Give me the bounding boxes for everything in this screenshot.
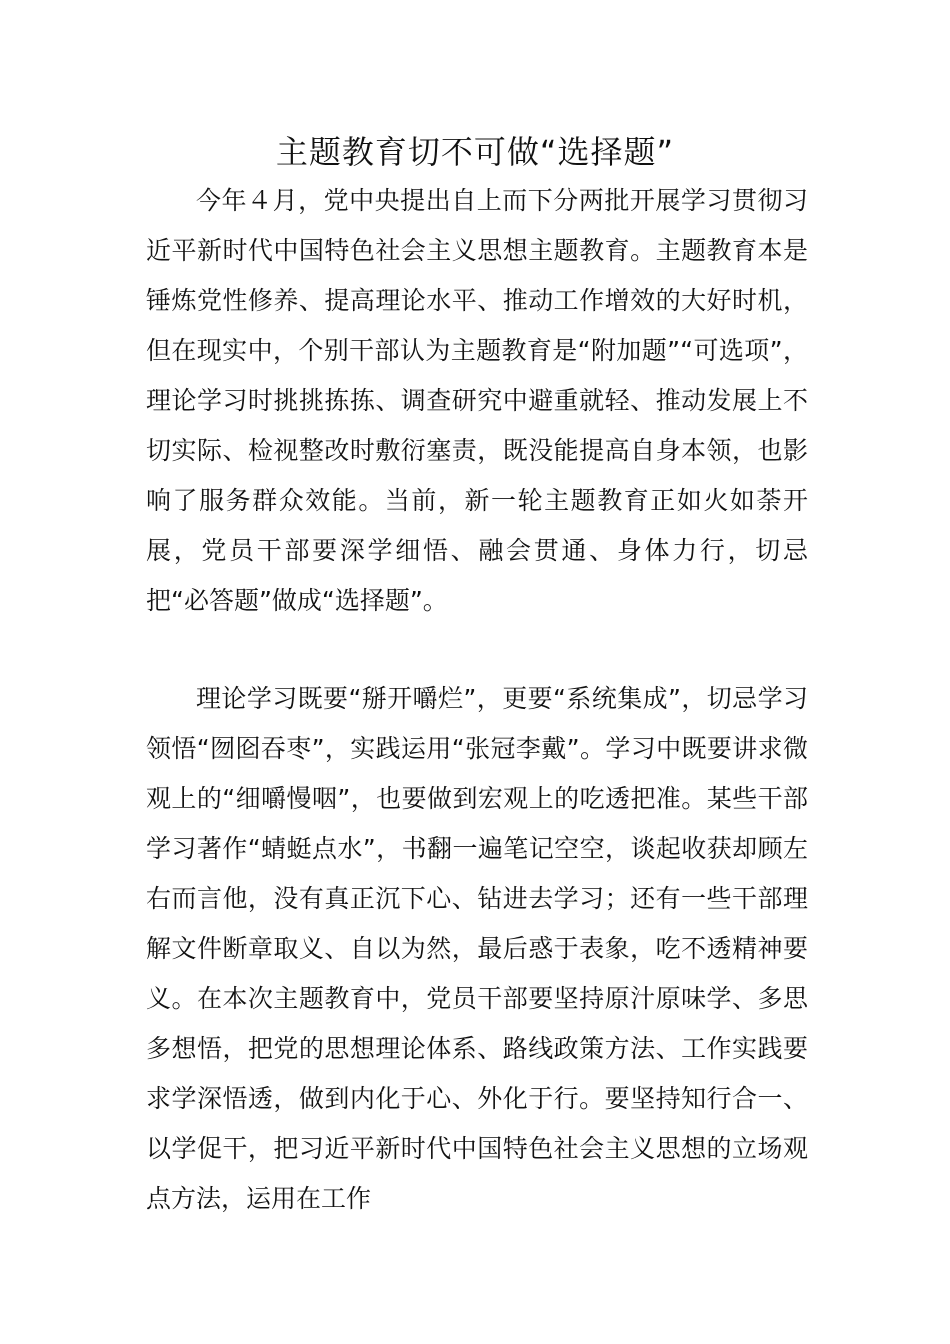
paragraph-2: 理论学习既要“掰开嚼烂”，更要“系统集成”，切忌学习领悟“囫囵吞枣”，实践运用“张冠李戴”。学习中既要讲求微观上的“细嚼慢咽”，也要做到宏观上的吃透把准。某些干部学习著作“蜻蜓点水”，书翻一遍笔记空空，谈起收获却顾左右而言他，没有真正沉下心、钻进去学习；还有一些干部理解文件断章取义、自以为然，最后惑于表象，吃不透精神要义。在本次主题教育中，党员干部要坚持原汁原味学、多思多想悟，把党的思想理论体系、路线政策方法、工作实践要求学深悟透，做到内化于心、外化于行。要坚持知行合一、以学促干，把习近平新时代中国特色社会主义思想的立场观点方法，运用在工作 <box>146 684 808 1213</box>
document-title: 主题教育切不可做“选择题” <box>275 133 675 171</box>
paragraph-1: 今年４月，党中央提出自上而下分两批开展学习贯彻习近平新时代中国特色社会主义思想主题教育。主题教育本是锤炼党性修养、提高理论水平、推动工作增效的大好时机，但在现实中，个别干部认为主题教育是“附加题”“可选项”，理论学习时挑挑拣拣、调查研究中避重就轻、推动发展上不切实际、检视整改时敷衍塞责，既没能提高自身本领，也影响了服务群众效能。当前，新一轮主题教育正如火如荼开展，党员干部要深学细悟、融会贯通、身体力行，切忌把“必答题”做成“选择题”。 <box>146 186 808 615</box>
